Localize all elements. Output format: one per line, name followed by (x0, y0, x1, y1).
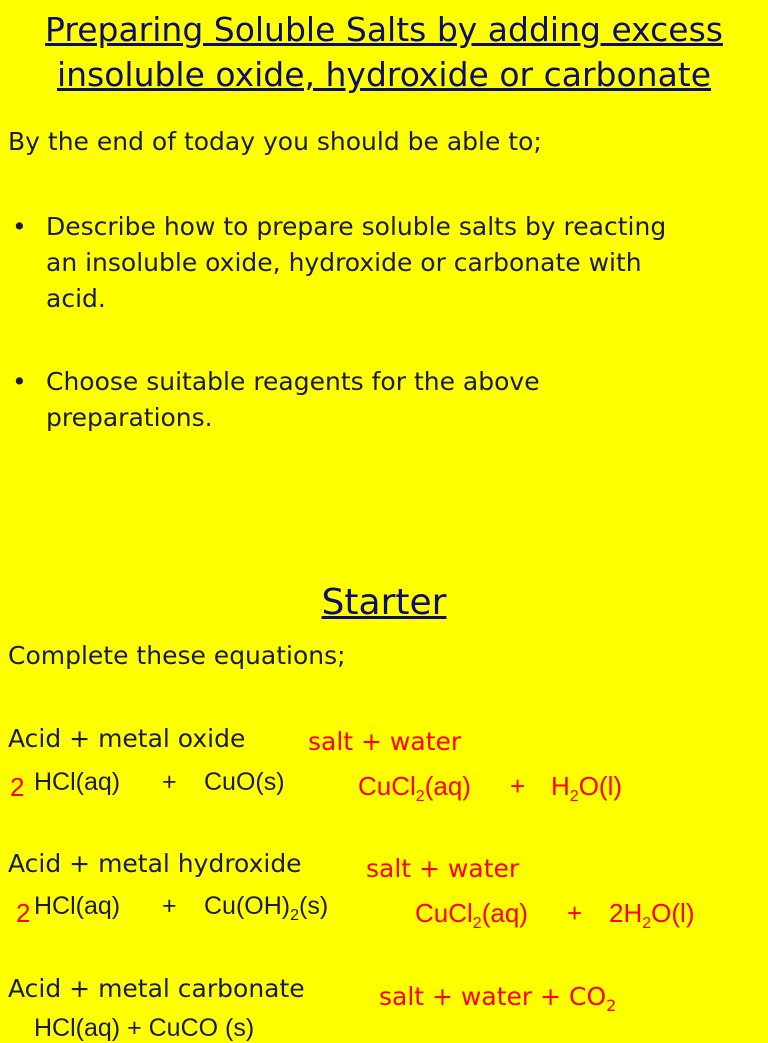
hydroxide-reactant-2: $Cu(OH)_2(s)$ (204, 892, 329, 924)
bullet-marker: • (12, 367, 27, 396)
page-title-line-2: insoluble oxide, hydroxide or carbonate (56, 55, 712, 94)
oxide-product-plus: + (510, 771, 526, 801)
hydroxide-product-plus: + (567, 898, 583, 928)
oxide-reactant-2: CuO(s) (204, 768, 285, 796)
bullet-marker: • (12, 212, 27, 241)
hydroxide-word-equation: Acid + metal hydroxide (8, 849, 302, 878)
objective-1-line-1: Describe how to prepare soluble salts by reacting (46, 212, 667, 241)
oxide-coefficient: 2 (10, 772, 25, 802)
hydroxide-product-1: CuCl$_2$(aq) (415, 898, 528, 932)
objective-2-line-1: Choose suitable reagents for the above (46, 367, 540, 396)
carbonate-partial-equation: HCl(aq) + CuCO (s) (34, 1014, 255, 1042)
oxide-plus: + (162, 768, 177, 796)
oxide-answer: salt + water (308, 727, 462, 756)
oxide-product-1: CuCl$_2$(aq) (358, 771, 471, 805)
oxide-reactant-1: HCl(aq) (34, 768, 121, 796)
objectives-intro: By the end of today you should be able to; (8, 127, 542, 156)
hydroxide-reactant-1: HCl(aq) (34, 892, 121, 920)
carbonate-word-equation: Acid + metal carbonate (8, 974, 305, 1003)
objective-2-line-2: preparations. (46, 403, 213, 432)
oxide-product-2: $H_2O(l)$ (551, 771, 623, 805)
page-title-line-1: Preparing Soluble Salts by adding excess (45, 10, 723, 49)
hydroxide-plus: + (162, 892, 177, 920)
carbonate-answer: salt + water + $CO_2$ (379, 982, 617, 1015)
hydroxide-product-2: $2H_2O(l)$ (609, 898, 695, 932)
starter-prompt: Complete these equations; (8, 641, 346, 670)
hydroxide-coefficient: 2 (16, 898, 31, 928)
starter-heading: Starter (321, 582, 447, 623)
objective-1-line-3: acid. (46, 284, 106, 313)
oxide-word-equation: Acid + metal oxide (8, 724, 246, 753)
objective-1-line-2: an insoluble oxide, hydroxide or carbonate with (46, 248, 642, 277)
hydroxide-answer: salt + water (366, 854, 520, 883)
